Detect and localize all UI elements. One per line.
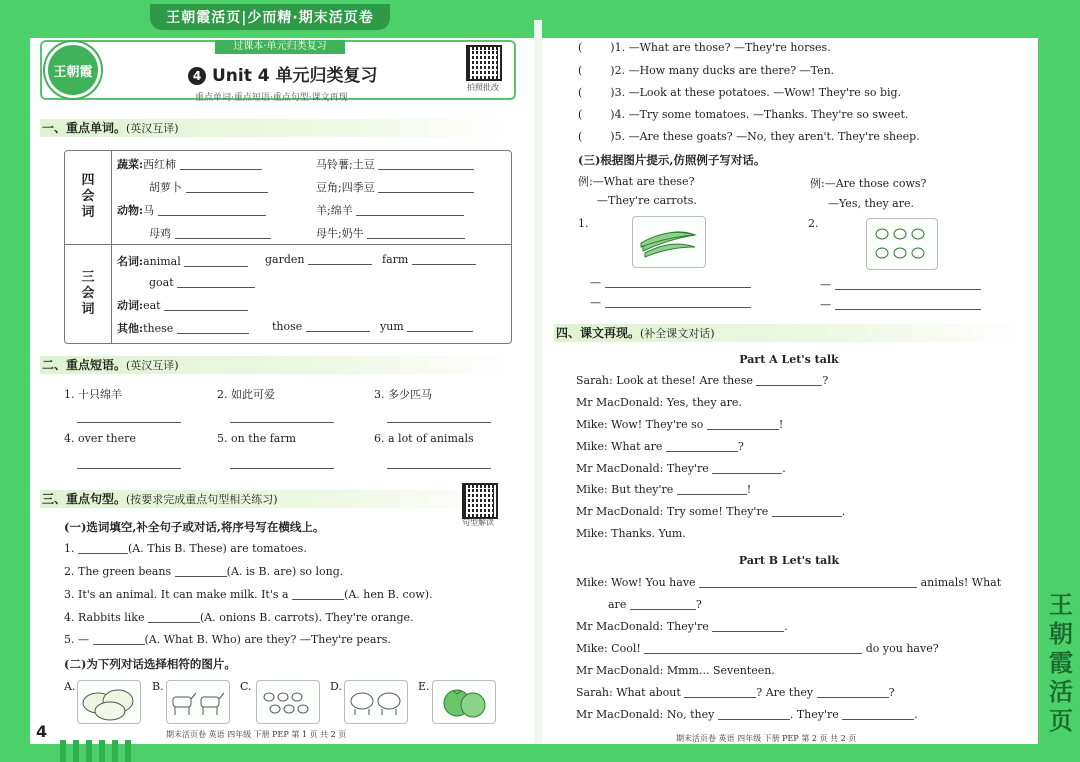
answer-blank[interactable]: [699, 577, 917, 588]
phrase-item: 2. 如此可爱: [217, 388, 275, 401]
unit-number-badge: 4: [188, 67, 206, 85]
answer-blank[interactable]: [712, 463, 782, 474]
vocab-item: yum: [380, 320, 473, 333]
match-item: ( )4. —Try some tomatoes. —Thanks. They're so sweet.: [578, 108, 909, 121]
vocab-item: 胡萝卜: [149, 179, 268, 195]
answer-blank[interactable]: [378, 159, 474, 170]
answer-blank[interactable]: [412, 254, 476, 265]
vocab-item: 母鸡: [149, 225, 271, 241]
answer-blank[interactable]: [306, 321, 370, 332]
potatoes-image[interactable]: [77, 680, 141, 724]
dialog-line: are ?: [608, 598, 702, 611]
header-subline: 重点单词·重点短语·重点句型·课文再现: [195, 93, 348, 103]
phrase-item: 1. 十只绵羊: [64, 388, 122, 401]
answer-dash: —: [820, 298, 981, 311]
answer-blank[interactable]: [186, 182, 268, 193]
answer-blank[interactable]: [177, 323, 249, 334]
answer-blank[interactable]: [835, 299, 981, 310]
vocab-item: 豆角;四季豆: [316, 179, 474, 195]
dialog-line: Mike: But they're !: [576, 483, 752, 496]
answer-line[interactable]: [230, 468, 334, 469]
phrase-item: 3. 多少匹马: [374, 388, 432, 401]
answer-blank[interactable]: [605, 277, 751, 288]
dialog-line: Mr MacDonald: They're .: [576, 462, 786, 475]
answer-blank[interactable]: [378, 182, 474, 193]
ducks-image[interactable]: [256, 680, 320, 724]
vocab-item: 母牛;奶牛: [316, 225, 465, 241]
answer-blank[interactable]: [605, 297, 751, 308]
vocab-item: goat: [149, 276, 255, 289]
part-b-title: Part B Let's talk: [738, 554, 840, 567]
dialog-line: Mike: What are ?: [576, 440, 744, 453]
dialog-line: Mr MacDonald: Mmm... Seventeen.: [576, 664, 775, 677]
answer-line[interactable]: [77, 422, 181, 423]
answer-dash: —: [590, 276, 751, 289]
part-1-title: (一)选词填空,补全句子或对话,将序号写在横线上。: [64, 520, 325, 534]
answer-dash: —: [820, 278, 981, 291]
horses-image[interactable]: [166, 680, 230, 724]
answer-blank[interactable]: [148, 612, 200, 623]
answer-blank[interactable]: [772, 506, 842, 517]
example-1-line1: 例:—What are these?: [578, 175, 695, 188]
pic-letter: B.: [152, 680, 164, 693]
question-5: 5. — (A. What B. Who) are they? —They're pears.: [64, 633, 391, 646]
item-number: 1.: [578, 217, 589, 230]
part-3-title: (三)根据图片提示,仿照例子写对话。: [578, 153, 766, 167]
qr-code-icon[interactable]: [462, 483, 498, 519]
pic-letter: A.: [64, 680, 76, 693]
page-spine: [534, 20, 542, 744]
dialog-line: Mr MacDonald: Yes, they are.: [576, 396, 742, 409]
match-item: ( )3. —Look at these potatoes. —Wow! They're so big.: [578, 86, 902, 99]
unit-title-text: Unit 4 单元归类复习: [212, 66, 378, 86]
phrase-item: 6. a lot of animals: [374, 432, 474, 445]
item-number: 2.: [808, 217, 819, 230]
dialog-line: Sarah: What about ? Are they ?: [576, 686, 895, 699]
vocab-item: 动物:马: [117, 202, 266, 218]
match-item: ( )2. —How many ducks are there? —Ten.: [578, 64, 835, 77]
header-tag: 过课本·单元归类复习: [215, 40, 345, 54]
match-item: ( )1. —What are those? —They're horses.: [578, 41, 831, 54]
dialog-line: Mike: Cool! do you have?: [576, 642, 939, 655]
dialog-line: Mr MacDonald: They're .: [576, 620, 788, 633]
answer-blank[interactable]: [367, 228, 465, 239]
answer-blank[interactable]: [356, 205, 464, 216]
sheep-image[interactable]: [344, 680, 408, 724]
phrase-item: 5. on the farm: [217, 432, 297, 445]
answer-blank[interactable]: [78, 543, 128, 554]
match-item: ( )5. —Are these goats? —No, they aren't. They're sheep.: [578, 130, 920, 143]
question-1: 1. (A. This B. These) are tomatoes.: [64, 542, 307, 555]
part-2-title: (二)为下列对话选择相符的图片。: [64, 657, 236, 671]
answer-blank[interactable]: [712, 621, 784, 632]
footer-left: 期末活页卷 英语 四年级 下册 PEP 第 1 页 共 2 页: [166, 730, 347, 739]
vocab-item: 羊;绵羊: [316, 202, 464, 218]
answer-blank[interactable]: [644, 643, 862, 654]
qr-code-icon[interactable]: [466, 45, 502, 81]
vocab-item: those: [272, 320, 370, 333]
example-2-line2: —Yes, they are.: [828, 197, 915, 210]
answer-blank[interactable]: [677, 484, 747, 495]
answer-blank[interactable]: [842, 709, 914, 720]
answer-line[interactable]: [387, 468, 491, 469]
vocab-item: 动词:eat: [117, 297, 248, 313]
answer-blank[interactable]: [184, 256, 248, 267]
example-2-line1: 例:—Are those cows?: [810, 177, 927, 190]
bottom-border: [0, 744, 1080, 762]
top-banner: 王朝霞活页|少而精·期末活页卷: [150, 4, 390, 30]
answer-blank[interactable]: [93, 634, 145, 645]
pic-letter: E.: [418, 680, 430, 693]
dialog-line: Sarah: Look at these! Are these ?: [576, 374, 829, 387]
answer-blank[interactable]: [835, 279, 981, 290]
section-3-heading: 三、重点句型。(按要求完成重点句型相关练习): [40, 490, 512, 508]
section-2-heading: 二、重点短语。(英汉互译): [40, 356, 512, 374]
tomatoes-image[interactable]: [432, 680, 496, 724]
pic-letter: C.: [240, 680, 252, 693]
answer-line[interactable]: [230, 422, 334, 423]
answer-blank[interactable]: [756, 375, 822, 386]
answer-blank[interactable]: [164, 300, 248, 311]
answer-line[interactable]: [77, 468, 181, 469]
example-1-line2: —They're carrots.: [597, 194, 697, 207]
section-1-heading: 一、重点单词。(英汉互译): [40, 119, 512, 137]
vocab-item: farm: [382, 253, 476, 266]
group-label-four-skill: 四会词: [81, 173, 95, 220]
question-2: 2. The green beans (A. is B. are) so long.: [64, 565, 344, 578]
answer-blank[interactable]: [407, 321, 473, 332]
brand-logo: 王朝霞: [45, 42, 101, 98]
phrase-item: 4. over there: [64, 432, 136, 445]
page-number: 4: [36, 722, 48, 741]
answer-blank[interactable]: [175, 566, 227, 577]
question-3: 3. It's an animal. It can make milk. It's a (A. hen B. cow).: [64, 588, 433, 601]
answer-blank[interactable]: [180, 159, 262, 170]
dialog-line: Mike: Thanks. Yum.: [576, 527, 686, 540]
answer-line[interactable]: [387, 422, 491, 423]
vocab-item: 马铃薯;土豆: [316, 156, 474, 172]
answer-blank[interactable]: [177, 277, 255, 288]
answer-blank[interactable]: [817, 687, 889, 698]
pic-letter: D.: [330, 680, 342, 693]
vocab-item: 蔬菜:西红柿: [117, 156, 262, 172]
dialog-line: Mr MacDonald: Try some! They're .: [576, 505, 846, 518]
bottom-stripes: [60, 740, 131, 762]
qr-label: 拍照批改: [467, 83, 499, 92]
vocab-item: 名词:animal: [117, 253, 248, 269]
dialog-line: Mike: Wow! They're so !: [576, 418, 784, 431]
part-a-title: Part A Let's talk: [739, 353, 839, 366]
hens-image: [866, 218, 938, 270]
answer-blank[interactable]: [666, 441, 738, 452]
answer-blank[interactable]: [308, 254, 372, 265]
answer-blank[interactable]: [707, 419, 779, 430]
green-beans-image: [632, 216, 706, 268]
vocab-item: 其他:these: [117, 320, 249, 336]
dialog-line: Mr MacDonald: No, they . They're .: [576, 708, 918, 721]
question-4: 4. Rabbits like (A. onions B. carrots). They're orange.: [64, 611, 414, 624]
left-border: [0, 0, 30, 762]
answer-blank[interactable]: [684, 687, 756, 698]
answer-blank[interactable]: [158, 205, 266, 216]
answer-blank[interactable]: [718, 709, 790, 720]
brand-vertical: 王朝霞活页: [1049, 590, 1073, 735]
answer-blank[interactable]: [630, 599, 696, 610]
answer-blank[interactable]: [175, 228, 271, 239]
vocab-item: garden: [265, 253, 372, 266]
unit-title: [188, 61, 378, 86]
answer-blank[interactable]: [292, 589, 344, 600]
section-4-heading: 四、课文再现。(补全课文对话): [554, 324, 1026, 342]
dialog-line: Mike: Wow! You have animals! What: [576, 576, 1002, 589]
answer-dash: —: [590, 296, 751, 309]
qr-label: 句型解读: [462, 518, 494, 527]
footer-right: 期末活页卷 英语 四年级 下册 PEP 第 2 页 共 2 页: [676, 734, 857, 743]
group-label-three-skill: 三会词: [81, 270, 95, 317]
